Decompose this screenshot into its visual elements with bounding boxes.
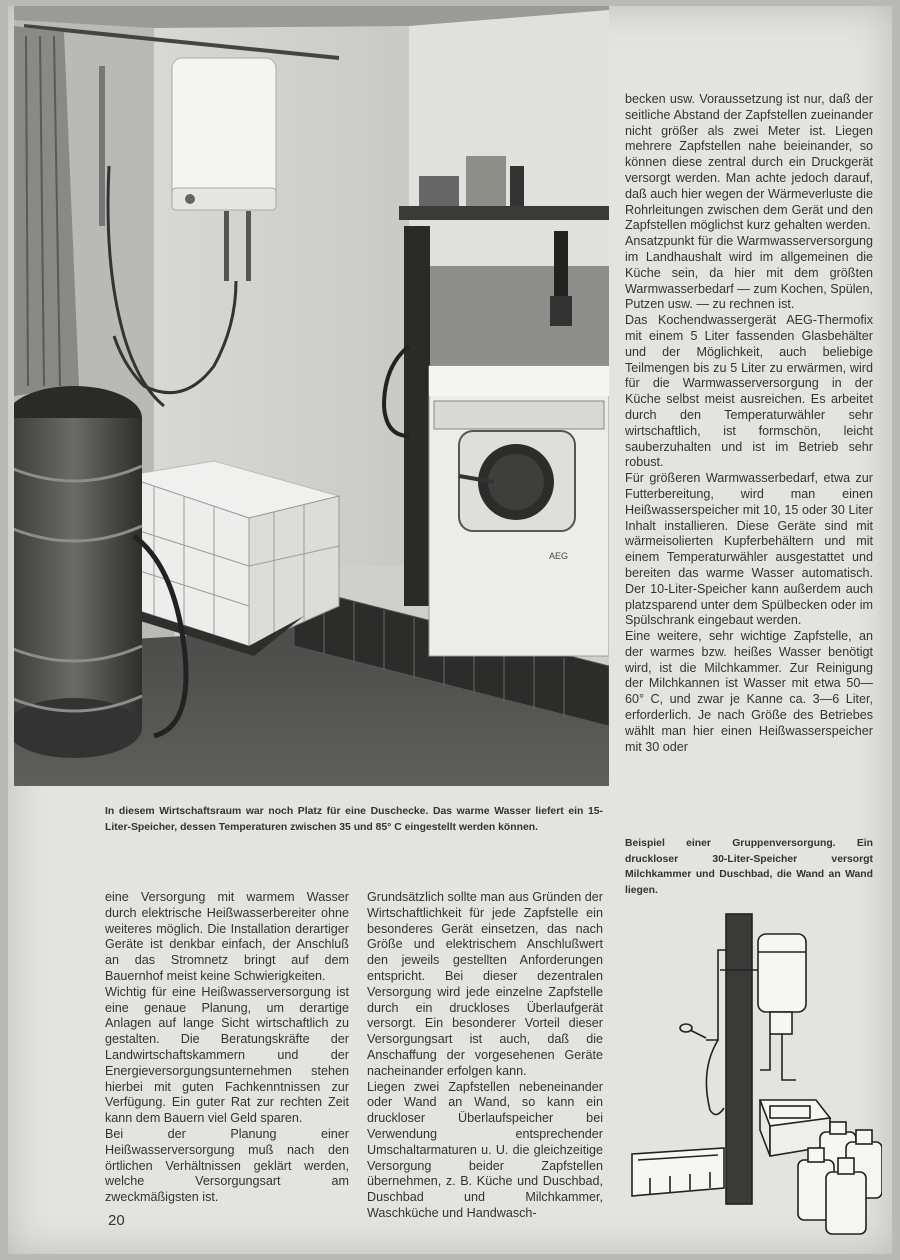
paragraph: Ansatzpunkt für die Warmwasserversorgung im Landhaushalt wird im allgemeinen die Küche sein, da hier mit dem größten Warmwasserbedarf — zum Kochen, Spülen, Putzen usw. — zu rechnen ist. — [625, 234, 874, 312]
paragraph: Das Kochendwassergerät AEG-Thermofix mit einem 5 Liter fassenden Glasbehälter und der Möglichkeit, auch beliebige Teilmengen bis zu 5 Liter zu erwärmen, wird für die Warmwasserversorgung in der Küche selbst meist ausreichen. Es arbeitet durch den Temperaturwähler sehr wirtschaftlich, ist formschön, leicht sauberzuhalten und ist im Betrieb sehr robust. — [625, 313, 873, 470]
paragraph: Bei der Planung einer Heißwasserversorgung muß nach den örtlichen Verhältnissen geklärt werden, welche Versorgungsart am zweckmäßigsten ist. — [105, 1126, 349, 1205]
paragraph: Eine weitere, sehr wichtige Zapfstelle, an der warmes bzw. heißes Wasser benötigt wird, ist die Milchkammer. Zur Reinigung der Milchkannen ist Wasser mit etwa 50—60° C, und zwar je Kanne ca. 3—6 Liter, erforderlich. Je nach Größe des Betriebes wählt man hier einen Heißwasserspeicher mit 30 oder — [625, 629, 873, 754]
group-supply-diagram — [620, 910, 882, 1240]
diagram-caption: Beispiel einer Gruppenversorgung. Ein druckloser 30-Liter-Speicher versorgt Milchkammer und Duschbad, die Wand an Wand liegen. — [625, 838, 873, 896]
photo-caption: In diesem Wirtschaftsraum war noch Platz für eine Duschecke. Das warme Wasser liefert ein 15-Liter-Speicher, dessen Temperaturen zwischen 35 und 85° C eingestellt werden können. — [105, 806, 603, 833]
paragraph: becken usw. Voraussetzung ist nur, daß der seitliche Abstand der Zapfstellen zueinander nicht größer als zwei Meter ist. Liegen mehrere Zapfstellen nahe beieinander, so können diese zentral durch ein Druckgerät versorgt werden. Man achte jedoch darauf, daß auch hier wegen der Wärmeverluste die Rohrleitungen zwischen dem Gerät und den Zapfstellen möglichst kurz gehalten werden. — [625, 92, 873, 233]
text-column-left — [105, 890, 349, 1206]
text-column-middle — [367, 890, 603, 1222]
paragraph: Wichtig für eine Heißwasserversorgung ist eine genaue Planung, um derartige Anlagen auf lange Sicht wirtschaftlich zu gestalten. Die Beratungskräfte der Landwirtschaftskammern und der Energieversorgungsunternehmen stehen hierbei mit guten Fachkenntnissen zur Verfügung. Ein guter Rat zur rechten Zeit kann dem Bauern viel Geld sparen. — [105, 984, 349, 1126]
paragraph: Grundsätzlich sollte man aus Gründen der Wirtschaftlichkeit für jede Zapfstelle ein besonderes Gerät einsetzen, das nach Größe und elektrischem Anschlußwert den jeweils gestellten Anforderungen entspricht. Bei dieser dezentralen Versorgung wird jede einzelne Zapfstelle durch ein druckloses Überlaufgerät versorgt. Ein besonderer Vorteil dieser Versorgungsart ist auch, daß die Anschaffung der vorgesehenen Geräte nacheinander erfolgen kann. — [367, 890, 603, 1078]
washer-brand-label: AEG — [549, 551, 569, 561]
paragraph: eine Versorgung mit warmem Wasser durch elektrische Heißwasserbereiter ohne weiteres möglich. Die Installation derartiger Geräte ist denkbar einfach, der Anschluß an das Stromnetz bringt auf dem Bauernhof meist keine Schwierigkeiten. — [105, 890, 349, 983]
text-column-right — [625, 92, 873, 755]
utility-room-photo — [14, 6, 609, 786]
group-supply-drawing — [620, 910, 882, 1240]
page-number: 20 — [108, 1212, 125, 1229]
book-page — [8, 6, 892, 1254]
paragraph: Liegen zwei Zapfstellen nebeneinander oder Wand an Wand, so kann ein druckloser Überlaufspeicher bei Verwendung entsprechender Umschaltarmaturen u. U. die gleichzeitige Versorgung beider Zapfstellen übernehmen, z. B. Küche und Duschbad, Duschbad und Milchkammer, Waschküche und Handwasch- — [367, 1079, 603, 1220]
utility-room-illustration — [14, 6, 609, 786]
paragraph: Für größeren Warmwasserbedarf, etwa zur Futterbereitung, wird man einen Heißwasserspeicher mit 10, 15 oder 30 Liter Inhalt installieren. Diese Geräte sind mit wärmeisolierten Kupferbehältern und mit einem Temperaturwähler ausgestattet und bereiten das warme Wasser automatisch. Der 10-Liter-Speicher kann außerdem auch platzsparend unter dem Spülbecken oder im Spülschrank eingebaut werden. — [625, 471, 873, 628]
